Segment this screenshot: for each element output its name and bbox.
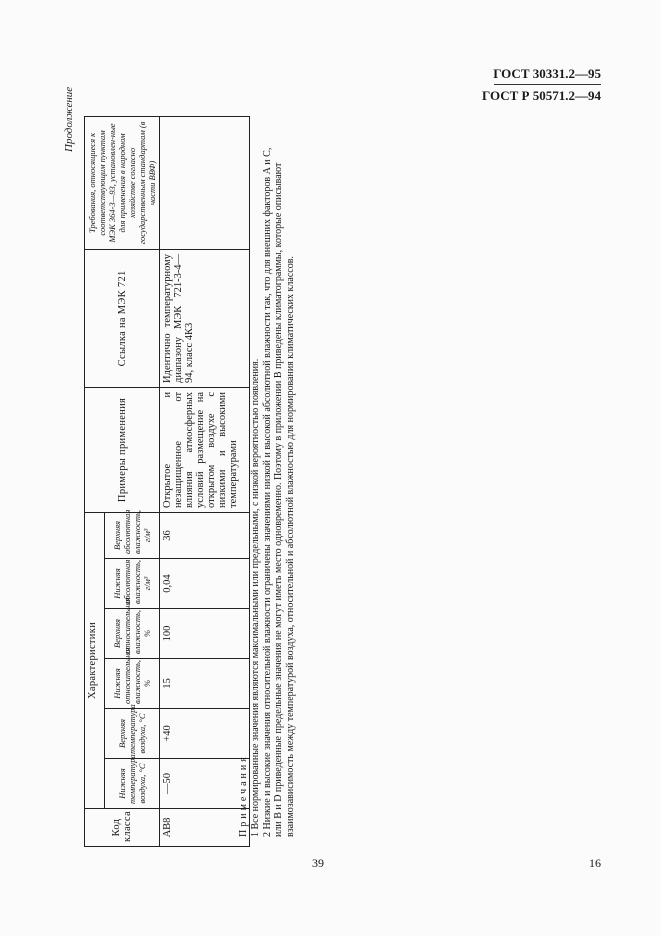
- page-number-right: 16: [589, 856, 601, 870]
- table-row: [160, 116, 250, 846]
- col-code-header: Код класса: [85, 809, 160, 847]
- standard-code-1: ГОСТ 30331.2—95: [493, 66, 601, 81]
- cell-requirements: [160, 116, 250, 249]
- notes-block: [238, 137, 297, 837]
- rotated-content: [63, 86, 353, 847]
- cell-min-rel-hum: 15: [160, 659, 250, 709]
- cell-max-abs-hum: 36: [160, 512, 250, 558]
- cell-max-rel-hum: 100: [160, 609, 250, 659]
- col-max-temp-header: Верхняя температура воздуха, °С: [105, 709, 160, 759]
- note-2: 2 Низкие и высокие значения относительной влажности ограничены значениями низкой и высокой абсолютной влажности так, что для внешних факторов А и С, или В и D приведенные предельные значения не могут иметь место одновременно. Поэтому в приложении В приведены климатограммы, которые описывают взаимозависимость между температурой воздуха, относительной и абсолютной влажностью для нормирования климатических классов.: [261, 147, 297, 837]
- cell-code: АВ8: [160, 809, 250, 847]
- climate-class-table: [84, 116, 250, 847]
- standard-code-2: ГОСТ Р 50571.2—94: [482, 88, 601, 103]
- note-1: 1 Все нормированные значения являются максимальными или предельными, с низкой вероятностью появления.: [249, 358, 261, 837]
- cell-min-abs-hum: 0,04: [160, 559, 250, 609]
- header-rule: [494, 84, 601, 85]
- continuation-label: Продолжение: [63, 86, 75, 152]
- cell-max-temp: +40: [160, 709, 250, 759]
- col-iec-ref-header: Ссылка на МЭК 721: [85, 249, 160, 387]
- col-examples-header: Примеры применения: [85, 387, 160, 512]
- cell-iec-ref: Идентично температурному диапазону МЭК 721-3-4—94, класс 4К3: [160, 249, 250, 387]
- col-max-rel-hum-header: Верхняя относительная влажность, %: [105, 609, 160, 659]
- notes-title: Примечания: [238, 754, 249, 837]
- cell-min-temp: —50: [160, 759, 250, 809]
- page-number-left: 39: [312, 856, 324, 870]
- col-characteristics-header: Характеристики: [85, 512, 105, 808]
- col-min-abs-hum-header: Нижняя абсолютная влажность, г/м³: [105, 559, 160, 609]
- col-requirements-header: Требования, относящиеся к соответствующим пунктам МЭК 364-3—93, установлен-ные для применения в народном хозяйстве согласно государственным стандартам (в части ВВФ): [85, 116, 160, 249]
- cell-examples: Открытое и незащищенное от влияния атмосферных условий размещение на открытом воздухе с низкими и высокими температурами: [160, 387, 250, 512]
- col-min-temp-header: Нижняя температура воздуха, °С: [105, 759, 160, 809]
- col-max-abs-hum-header: Верхняя абсолютная влажность, г/м³: [105, 512, 160, 558]
- col-min-rel-hum-header: Нижняя относительная влажность, %: [105, 659, 160, 709]
